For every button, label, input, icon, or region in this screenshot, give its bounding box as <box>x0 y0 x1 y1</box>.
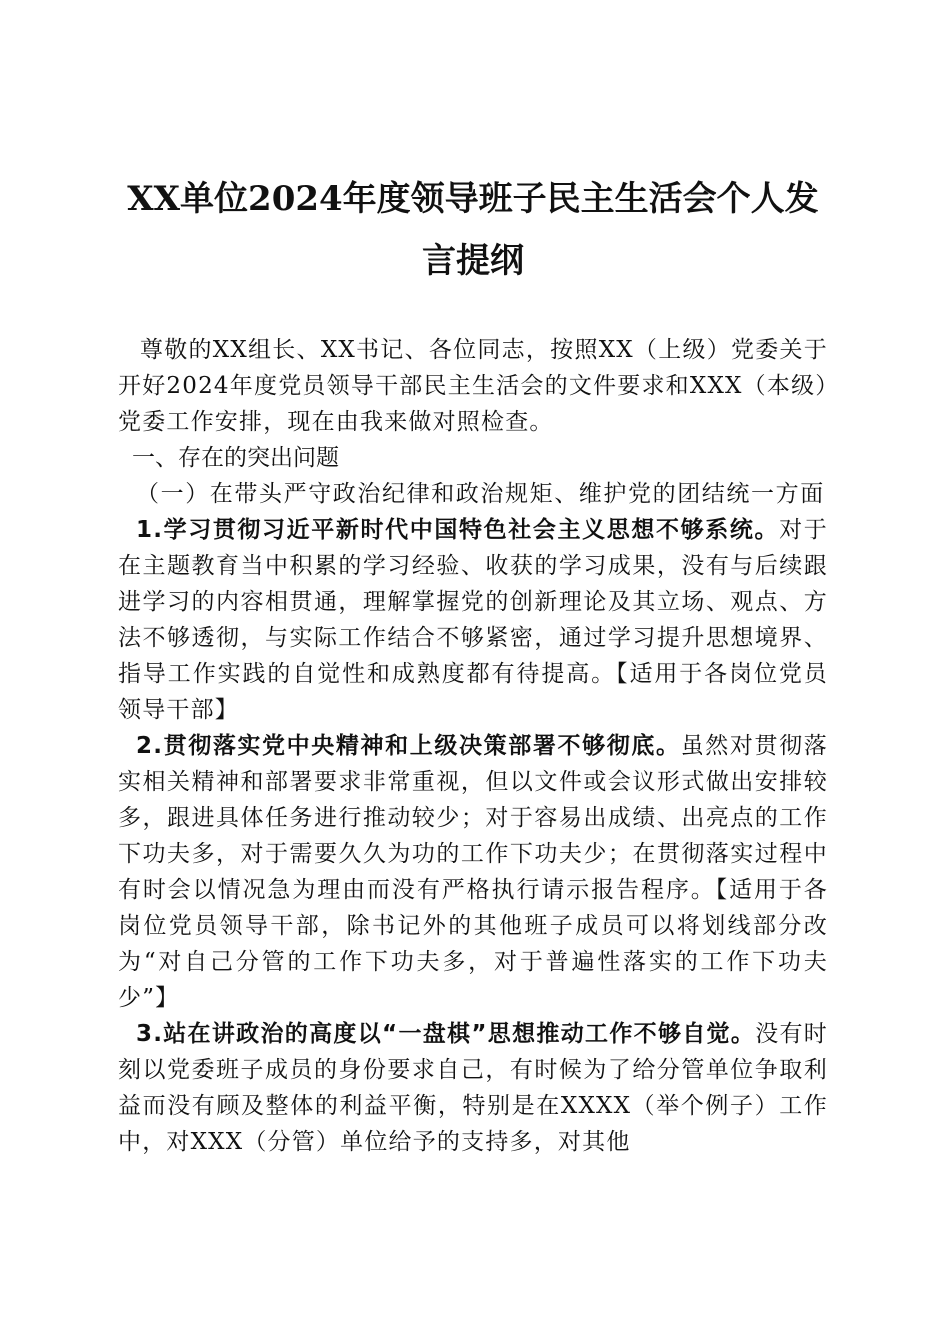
item-text: 虽然对贯彻落实相关精神和部署要求非常重视，但以文件或会议形式做出安排较多，跟进具体任务进行推动较少；对于容易出成绩、出亮点的工作下功夫多，对于需要久久为功的工作下功夫少；在贯彻落实过程中有时会以情况急为理由而没有严格执行请示报告程序。【适用于各岗位党员领导干部，除书记外的其他班子成员可以将划线部分改为“对自己分管的工作下功夫多，对于普遍性落实的工作下功夫少”】 <box>118 733 829 1011</box>
item-lead: 3.站在讲政治的高度以“一盘棋”思想推动工作不够自觉。 <box>136 1021 756 1047</box>
subsection-heading: （一）在带头严守政治纪律和政治规矩、维护党的团结统一方面 <box>136 481 825 507</box>
item-text: 没有时刻以党委班子成员的身份要求自己，有时候为了给分管单位争取利益而没有顾及整体的利益平衡，特别是在XXXX（举个例子）工作中，对XXX（分管）单位给予的支持多，对其他 <box>118 1021 829 1155</box>
section-heading: 一、存在的突出问题 <box>132 445 339 471</box>
list-item <box>118 728 828 1016</box>
title-line-1: XX单位2024年度领导班子民主生活会个人发 <box>127 179 819 219</box>
document-title <box>118 168 828 292</box>
item-text: 对于在主题教育当中积累的学习经验、收获的学习成果，没有与后续跟进学习的内容相贯通，理解掌握党的创新理论及其立场、观点、方法不够透彻，与实际工作结合不够紧密，通过学习提升思想境界、指导工作实践的自觉性和成熟度都有待提高。【适用于各岗位党员领导干部】 <box>118 517 828 723</box>
intro-paragraph: 尊敬的XX组长、XX书记、各位同志，按照XX（上级）党委关于开好2024年度党员领导干部民主生活会的文件要求和XXX（本级）党委工作安排，现在由我来做对照检查。 <box>118 337 828 435</box>
item-lead: 2.贯彻落实党中央精神和上级决策部署不够彻底。 <box>136 733 681 759</box>
item-lead: 1.学习贯彻习近平新时代中国特色社会主义思想不够系统。 <box>136 517 780 543</box>
list-item <box>118 1016 828 1160</box>
title-line-2: 言提纲 <box>422 241 524 281</box>
document-page <box>118 168 828 1160</box>
list-item <box>118 512 828 728</box>
